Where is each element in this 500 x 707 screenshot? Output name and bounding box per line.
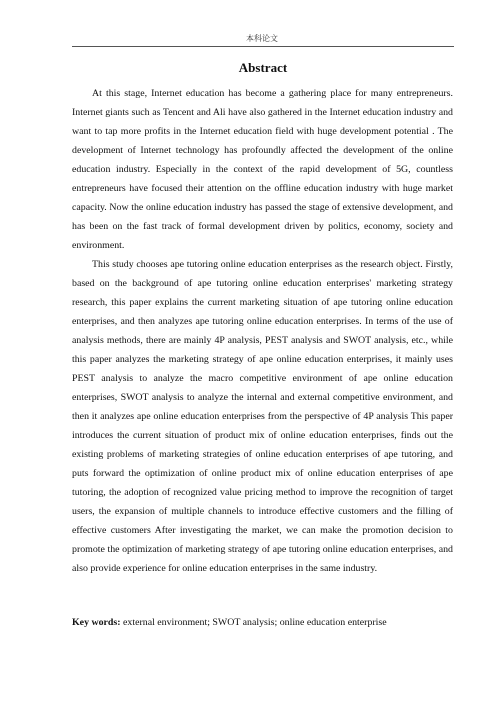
keywords-text: external environment; SWOT analysis; online education enterprise: [120, 617, 387, 628]
abstract-paragraph-1: At this stage, Internet education has become a gathering place for many entrepreneurs. Internet giants such as Tencent and Ali have also gathered in the Internet education industry and want to tap more profits in the Internet education field with huge development potential . The development of Internet technology has profoundly affected the development of the online education industry. Especially in the context of the rapid development of 5G, countless entrepreneurs have focused their attention on the offline education industry with huge market capacity. Now the online education industry has passed the stage of extensive development, and has been on the fast track of formal development driven by politics, economy, society and environment.: [72, 88, 453, 251]
keywords-label: Key words:: [72, 617, 121, 628]
abstract-body: [72, 84, 453, 578]
abstract-title: Abstract: [238, 60, 288, 75]
abstract-paragraph-2: This study chooses ape tutoring online education enterprises as the research object. Firstly, based on the background of ape tutoring online education enterprises' marketing strategy research, this paper explains the current marketing situation of ape tutoring online education enterprises, and then analyzes ape tutoring online education enterprises. In terms of the use of analysis methods, there are mainly 4P analysis, PEST analysis and SWOT analysis, etc., while this paper analyzes the marketing strategy of ape online education enterprises, it mainly uses PEST analysis to analyze the macro competitive environment of ape online education enterprises, SWOT analysis to analyze the internal and external competitive environment, and then it analyzes ape online education enterprises from the perspective of 4P analysis This paper introduces the current situation of product mix of online education enterprises, finds out the existing problems of marketing strategies of online education enterprises of ape tutoring, and puts forward the optimization of online product mix of online education enterprises of ape tutoring, the adoption of recognized value pricing method to improve the recognition of target users, the expansion of multiple channels to introduce effective customers and the filling of effective customers After investigating the market, we can make the promotion decision to promote the optimization of marketing strategy of ape tutoring online education enterprises, and also provide experience for online education enterprises in the same industry.: [72, 259, 453, 574]
keywords-line: [72, 613, 453, 632]
running-header: 本科论文: [246, 34, 278, 43]
header-rule: [72, 46, 454, 47]
